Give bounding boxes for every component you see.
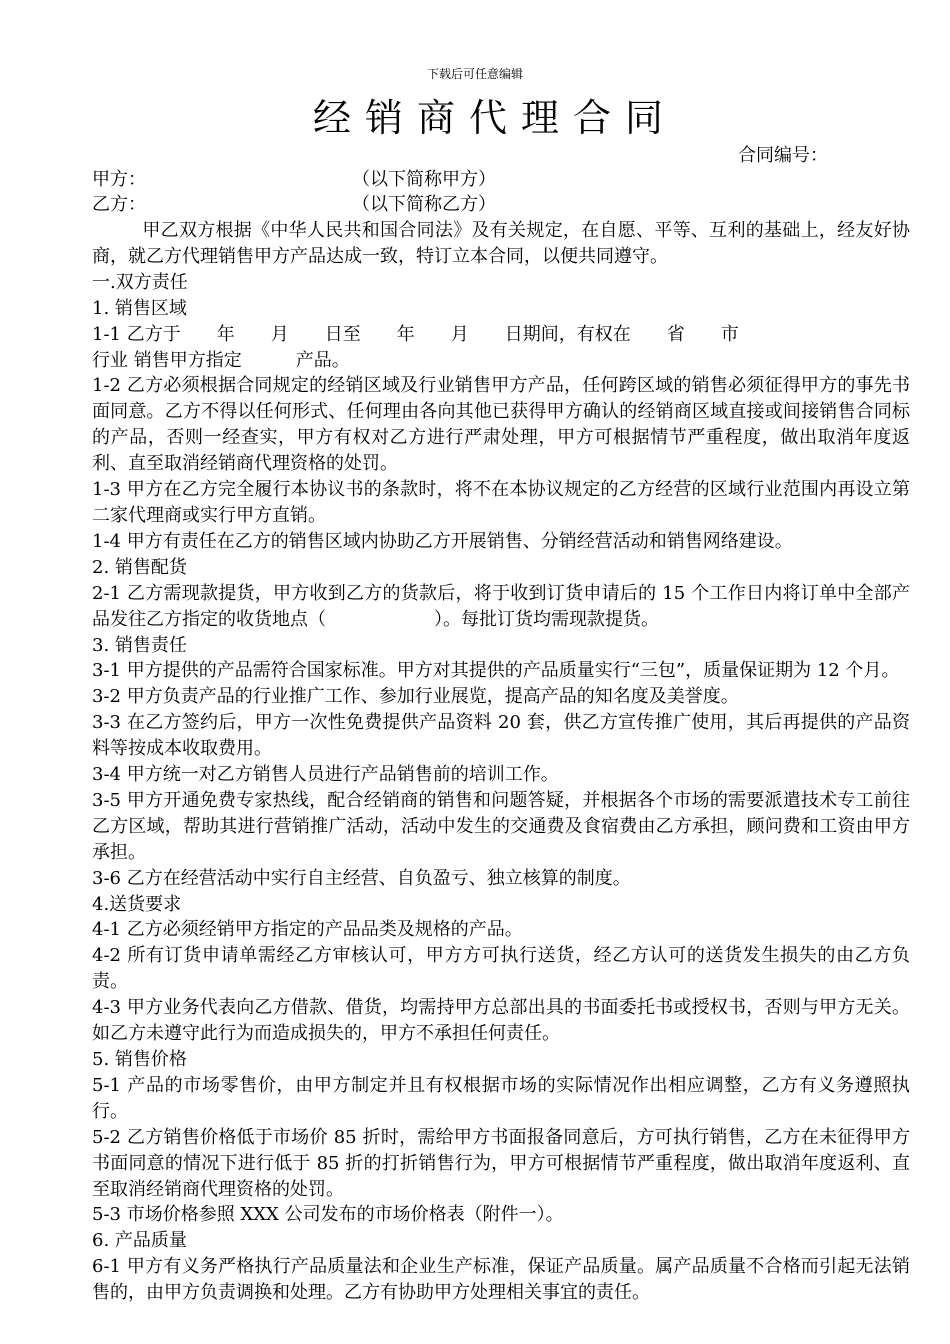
- clause-3-1: 3-1 甲方提供的产品需符合国家标准。甲方对其提供的产品质量实行“三包”，质量保证期为 12 个月。: [92, 660, 900, 682]
- clause-3-5: 3-5 甲方开通免费专家热线，配合经销商的销售和问题答疑，并根据各个市场的需要派遣技术专工前往乙方区域，帮助其进行营销推广活动，活动中发生的交通费及食宿费由乙方承担，顾问费和工资由甲方承担。: [92, 789, 910, 863]
- clause-4-1: 4-1 乙方必须经销甲方指定的产品品类及规格的产品。: [92, 919, 523, 941]
- subsection-heading: 5. 销售价格: [92, 1049, 187, 1070]
- party-a-line: [92, 168, 496, 192]
- party-a-abbrev: （以下简称甲方）: [352, 169, 496, 190]
- contract-number-label: 合同编号：: [738, 145, 828, 166]
- subsection-heading: 4.送货要求: [92, 893, 182, 915]
- contract-body: [92, 218, 910, 1306]
- clause-3-6: 3-6 乙方在经营活动中实行自主经营、自负盈亏、独立核算的制度。: [92, 867, 631, 889]
- document-title: 经销商代理合同: [312, 96, 677, 140]
- subsection-heading: 6. 产品质量: [92, 1230, 187, 1252]
- intro-paragraph: 甲乙双方根据《中华人民共和国合同法》及有关规定，在自愿、平等、互利的基础上，经友好协商，就乙方代理销售甲方产品达成一致，特订立本合同，以便共同遵守。: [92, 220, 910, 267]
- party-b-label: 乙方：: [92, 194, 146, 215]
- clause-1-1-line-2: 行业 销售甲方指定 产品。: [92, 349, 350, 371]
- clause-1-4: 1-4 甲方有责任在乙方的销售区域内协助乙方开展销售、分销经营活动和销售网络建设。: [92, 530, 793, 552]
- party-b-line: [92, 193, 496, 217]
- clause-1-3: 1-3 甲方在乙方完全履行本协议书的条款时，将不在本协议规定的乙方经营的区域行业范围内再设立第二家代理商或实行甲方直销。: [92, 479, 910, 526]
- clause-5-2: 5-2 乙方销售价格低于市场价 85 折时，需给甲方书面报备同意后，方可执行销售，乙方在未征得甲方书面同意的情况下进行低于 85 折的打折销售行为，甲方可根据情节严重程度，做出取消年度返利、直至取消经销商代理资格的处罚。: [92, 1126, 910, 1200]
- clause-4-2: 4-2 所有订货申请单需经乙方审核认可，甲方方可执行送货，经乙方认可的送货发生损失的由乙方负责。: [92, 945, 910, 993]
- clause-3-2: 3-2 甲方负责产品的行业推广工作、参加行业展览，提高产品的知名度及美誉度。: [92, 686, 739, 708]
- subsection-heading: 1. 销售区域: [92, 297, 187, 319]
- clause-5-3: 5-3 市场价格参照 XXX 公司发布的市场价格表（附件一）。: [92, 1204, 564, 1226]
- party-b-abbrev: （以下简称乙方）: [352, 194, 496, 215]
- clause-3-3: 3-3 在乙方签约后，甲方一次性免费提供产品资料 20 套，供乙方宣传推广使用，其后再提供的产品资料等按成本收取费用。: [92, 712, 910, 760]
- clause-2-1: 2-1 乙方需现款提货，甲方收到乙方的货款后，将于收到订货申请后的 15 个工作日内将订单中全部产品发往乙方指定的收货地点（ ）。每批订货均需现款提货。: [92, 582, 910, 630]
- section-heading: 一.双方责任: [92, 271, 188, 293]
- clause-3-4: 3-4 甲方统一对乙方销售人员进行产品销售前的培训工作。: [92, 764, 559, 786]
- clause-1-1-line-1: 1-1 乙方于 年 月 日至 年 月 日期间，有权在 省 市: [92, 323, 739, 345]
- subsection-heading: 2. 销售配货: [92, 556, 187, 578]
- clause-4-3: 4-3 甲方业务代表向乙方借款、借货，均需持甲方总部出具的书面委托书或授权书，否则与甲方无关。如乙方未遵守此行为而造成损失的，甲方不承担任何责任。: [92, 997, 910, 1045]
- clause-6-1: 6-1 甲方有义务严格执行产品质量法和企业生产标准，保证产品质量。属产品质量不合格而引起无法销售的，由甲方负责调换和处理。乙方有协助甲方处理相关事宜的责任。: [92, 1256, 910, 1304]
- party-a-label: 甲方：: [92, 169, 146, 190]
- subsection-heading: 3. 销售责任: [92, 634, 187, 656]
- clause-1-2: 1-2 乙方必须根据合同规定的经销区域及行业销售甲方产品，任何跨区域的销售必须征得甲方的事先书面同意。乙方不得以任何形式、任何理由各向其他已获得甲方确认的经销商区域直接或间接销售合同标的产品，否则一经查实，甲方有权对乙方进行严肃处理，甲方可根据情节严重程度，做出取消年度返利、直至取消经销商代理资格的处罚。: [92, 375, 910, 475]
- header-note: 下载后可任意编辑: [426, 67, 523, 81]
- clause-5-1: 5-1 产品的市场零售价，由甲方制定并且有权根据市场的实际情况作出相应调整，乙方有义务遵照执行。: [92, 1074, 910, 1122]
